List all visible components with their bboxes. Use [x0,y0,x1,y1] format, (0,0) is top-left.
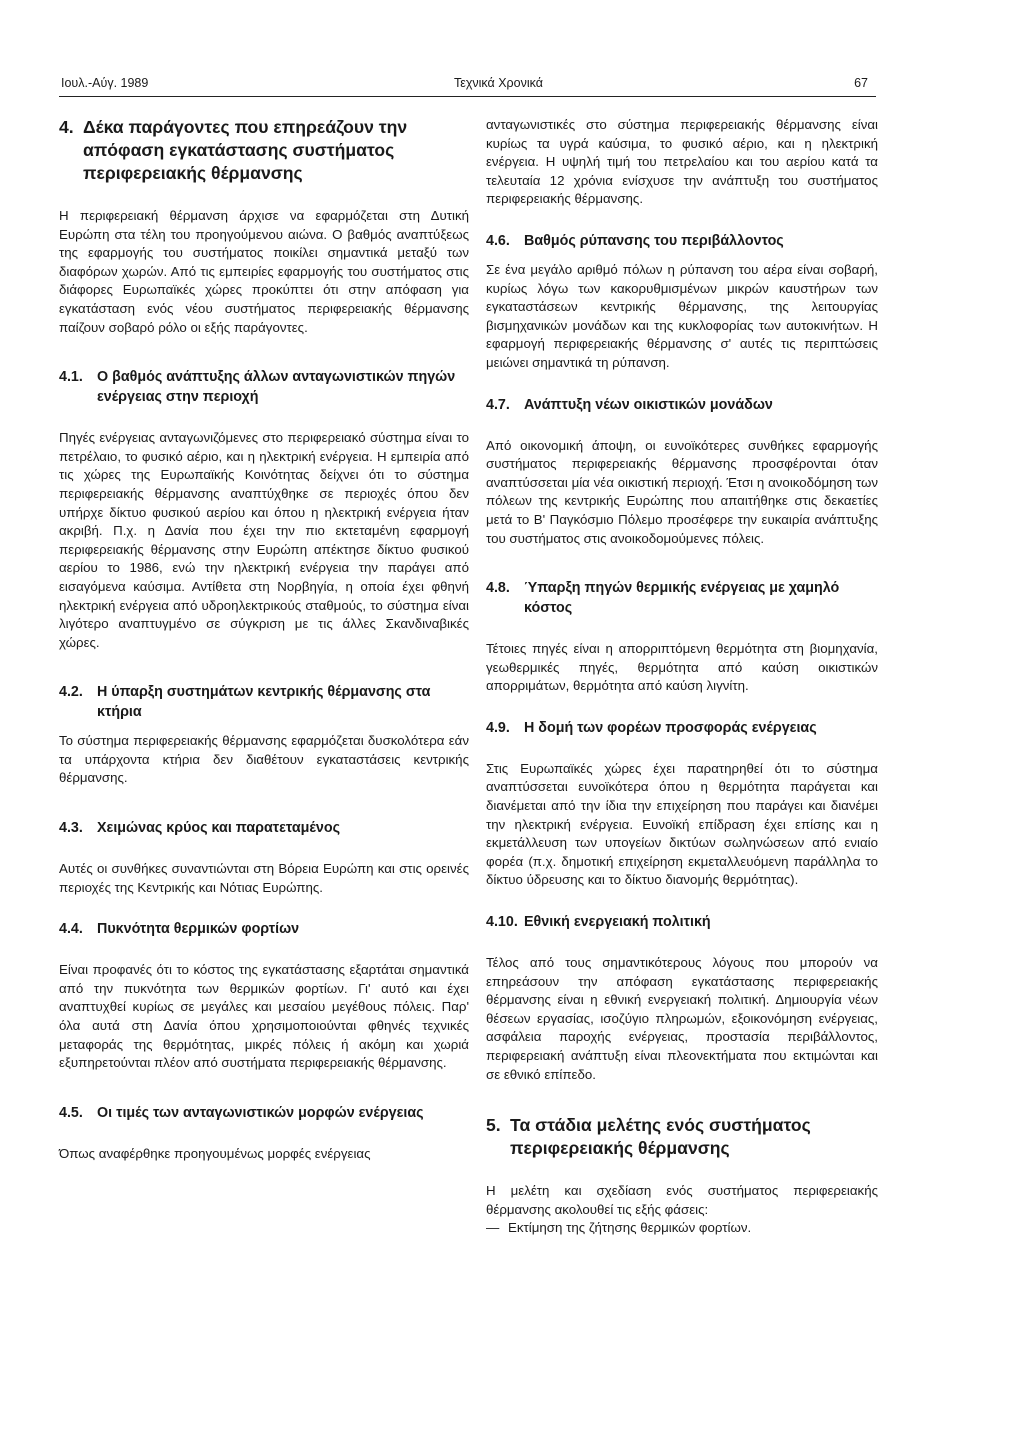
issue-date: Ιουλ.-Αύγ. 1989 [61,76,149,90]
running-header [59,70,876,97]
section-4-9-heading [486,718,878,738]
section-number: 4.5. [59,1104,83,1121]
section-4-1-heading [59,367,469,407]
section-title: Εθνική ενεργειακή πολιτική [524,914,711,931]
section-4-body: Η περιφερειακή θέρμανση άρχισε να εφαρμόζεται στη Δυτική Ευρώπη στα τέλη του προηγούμενου αιώνα. Ο βαθμός αναπτύξεως της εφαρμογής του συστήματος ποικίλει σημαντικά μεταξύ των διαφόρων χωρών. Από τις εμπειρίες εφαρμογής του συστήματος στις διάφορες Ευρωπαϊκές χώρες προκύπτει ότι στην απόφαση για εγκατάσταση ενός νέου συστήματος περιφερειακής θέρμανσης παίζουν σοβαρό ρόλο οι εξής παράγοντες. [59,208,469,335]
section-4-7-body: Από οικονομική άποψη, οι ευνοϊκότερες συνθήκες εφαρμογής συστήματος περιφερειακής θέρμανσης προσφέρονται όταν αναπτύσσεται μία νέα οικιστική περιοχή. Έτσι η ανοικοδόμηση των πόλεων της κεντρικής Ευρώπης που απαιτήθηκε στις δεκαετίες μετά το Β' Παγκόσμιο Πόλεμο προσέφερε την ευκαιρία ανάπτυξης του συστήματος στις ανοικοδομούμενες πόλεις. [486,437,878,546]
section-5-heading [486,1114,878,1160]
section-4-1-body: Πηγές ενέργειας ανταγωνιζόμενες στο περιφερειακό σύστημα είναι το πετρέλαιο, το φυσικό αέριο, και η ηλεκτρική ενέργεια. Η εμπειρία από τις χώρες της Ευρωπαϊκής Κοινότητας δείχνει ότι το σύστημα περιφερειακής θέρμανσης αναπτύχθηκε σε περιοχές όπου δεν υπήρχε δίκτυο φυσικού αερίου και όπου η ηλεκτρική ενέργεια ήταν ακριβή. Π.χ. η Δανία που έχει την πιο εκτεταμένη εφαρμογή περιφερειακής θέρμανσης στην Ευρώπη απέκτησε δίκτυο φυσικού αερίου το 1986, ενώ την ηλεκτρική ενέργεια την παράγει από εισαγόμενα καύσιμα. Αντίθετα στη Νορβηγία, η οποία έχει φθηνή ηλεκτρική ενέργεια από υδροηλεκτρικούς σταθμούς, το σύστημα είναι λιγότερο αναπτυγμένο σε σύγκριση με τις άλλες Σκανδιναβικές χώρες. [59,430,469,650]
section-4-3-heading [59,818,469,838]
list-dash: — [486,1220,500,1236]
section-number: 4.6. [486,232,510,249]
section-number: 4.3. [59,820,83,837]
section-title: Τα στάδια μελέτης ενός συστήματος περιφερειακής θέρμανσης [510,1115,811,1159]
section-number: 4. [59,117,74,137]
section-number: 4.1. [59,369,83,386]
section-4-2-body: Το σύστημα περιφερειακής θέρμανσης εφαρμόζεται δυσκολότερα εάν τα υπάρχοντα κτήρια δεν διαθέτουν εγκαταστάσεις κεντρικής θέρμανσης. [59,733,469,786]
section-4-4-heading [59,919,469,939]
left-column [59,116,469,1163]
section-number: 4.10. [486,914,518,931]
section-5-body: Η μελέτη και σχεδίαση ενός συστήματος περιφερειακής θέρμανσης ακολουθεί τις εξής φάσεις: [486,1183,878,1217]
section-title: Βαθμός ρύπανσης του περιβάλλοντος [524,232,784,249]
section-title: Πυκνότητα θερμικών φορτίων [97,921,300,938]
section-number: 4.8. [486,580,510,597]
list-item-text: Εκτίμηση της ζήτησης θερμικών φορτίων. [508,1220,752,1236]
section-title: Η δομή των φορέων προσφοράς ενέργειας [524,719,817,736]
section-title: Ύπαρξη πηγών θερμικής ενέργειας με χαμηλό κόστος [524,580,840,617]
page-number: 67 [854,76,868,90]
section-4-5-body: Όπως αναφέρθηκε προηγουμένως μορφές ενέργειας [59,1145,371,1161]
section-4-2-heading [59,682,469,722]
section-4-8-heading [486,578,878,618]
section-4-5-body-continued: ανταγωνιστικές στο σύστημα περιφερειακής θέρμανσης είναι κυρίως τα υγρά καύσιμα, το φυσικό αέριο, και η ηλεκτρική ενέργεια. Η υψηλή τιμή του πετρελαίου και του αερίου κατά τα τελευταία 12 χρόνια ενίσχυσε την ανάπτυξη του συστήματος περιφερειακής θέρμανσης. [486,117,878,207]
section-4-4-body: Είναι προφανές ότι το κόστος της εγκατάστασης εξαρτάται σημαντικά από την πυκνότητα των θερμικών φορτίων. Γι' αυτό και έχει αναπτυχθεί κυρίως σε μεγάλες και μεσαίου μεγέθους πόλεις. Παρ' όλα αυτά στη Δανία όπου χρησιμοποιούνται φθηνές τεχνικές μεταφοράς της θερμότητας, μικρές πόλεις ή ακόμη και χωριά εξυπηρετούνται πλέον από συστήματα περιφερειακής θέρμανσης. [59,962,469,1071]
section-4-3-body: Αυτές οι συνθήκες συναντιώνται στη Βόρεια Ευρώπη και στις ορεινές περιοχές της Κεντρικής και Νότιας Ευρώπης. [59,861,469,895]
section-4-10-body: Τέλος από τους σημαντικότερους λόγους που μπορούν να επηρεάσουν την απόφαση εγκατάστασης περιφερειακής θέρμανσης είναι η εθνική ενεργειακή πολιτική. Δημιουργία νέων θέσεων εργασίας, ισοζύγιο πληρωμών, εξοικονόμηση ενέργειας, ασφάλεια παροχής ενέργειας, προστασία περιβάλλοντος, περιφερειακή ανάπτυξη είναι πλεονεκτήματα που εκτιμώνται και σε εθνικό επίπεδο. [486,955,878,1082]
section-title: Οι τιμές των ανταγωνιστικών μορφών ενέργειας [97,1104,424,1121]
section-4-9-body: Στις Ευρωπαϊκές χώρες έχει παρατηρηθεί ότι το σύστημα αναπτύσσεται ευνοϊκότερα όπου η θερμότητα παράγεται και διανέμεται από την ίδια την επιχείρηση που παράγει και διανέμει την ηλεκτρική ενέργεια. Ευνοϊκή επίδραση έχει επίσης και η εκμετάλλευση των υπογείων δικτύων σωληνώσεων από ενιαίο φορέα (π.χ. δημοτική επιχείρηση εκμεταλλευόμενη παράλληλα το δίκτυο ύδρευσης και το δίκτυο διανομής θερμότητας). [486,760,878,888]
right-column [486,116,878,1238]
section-4-7-heading [486,395,878,415]
list-item [486,1219,878,1238]
section-4-10-heading [486,912,878,932]
section-4-8-body: Τέτοιες πηγές είναι η απορριπτόμενη θερμότητα στη βιομηχανία, γεωθερμικές πηγές, θερμότητα από καύση οικιστικών απορριμάτων, θερμότητα από καύση λιγνίτη. [486,641,878,694]
section-4-6-heading [486,231,878,251]
section-number: 5. [486,1115,501,1136]
section-number: 4.4. [59,921,83,938]
section-4-6-body: Σε ένα μεγάλο αριθμό πόλων η ρύπανση του αέρα είναι σοβαρή, κυρίως λόγω των κακορυθμισμένων μικρών καυστήρων των εγκαταστάσεων κεντρικής θέρμανσης, της λειτουργίας βισμηχανικών μονάδων και της κυκλοφορίας των αυτοκινήτων. Η εφαρμογή περιφερειακής θέρμανσης σ' αυτές τις περιπτώσεις μειώνει σημαντικά τη ρύπανση. [486,261,878,370]
section-title: Δέκα παράγοντες που επηρεάζουν την απόφαση εγκατάστασης συστήματος περιφερειακής θέρμανσης [83,117,408,183]
section-title: Ο βαθμός ανάπτυξης άλλων ανταγωνιστικών πηγών ενέργειας στην περιοχή [97,369,456,406]
section-4-5-heading [59,1103,469,1123]
section-title: Χειμώνας κρύος και παρατεταμένος [97,820,340,837]
journal-title: Τεχνικά Χρονικά [454,76,543,90]
section-number: 4.7. [486,396,510,413]
section-4-heading [59,116,469,185]
section-number: 4.2. [59,684,83,701]
section-title: Η ύπαρξη συστημάτων κεντρικής θέρμανσης στα κτήρια [97,684,431,721]
section-title: Ανάπτυξη νέων οικιστικών μονάδων [524,396,773,413]
section-number: 4.9. [486,719,510,736]
